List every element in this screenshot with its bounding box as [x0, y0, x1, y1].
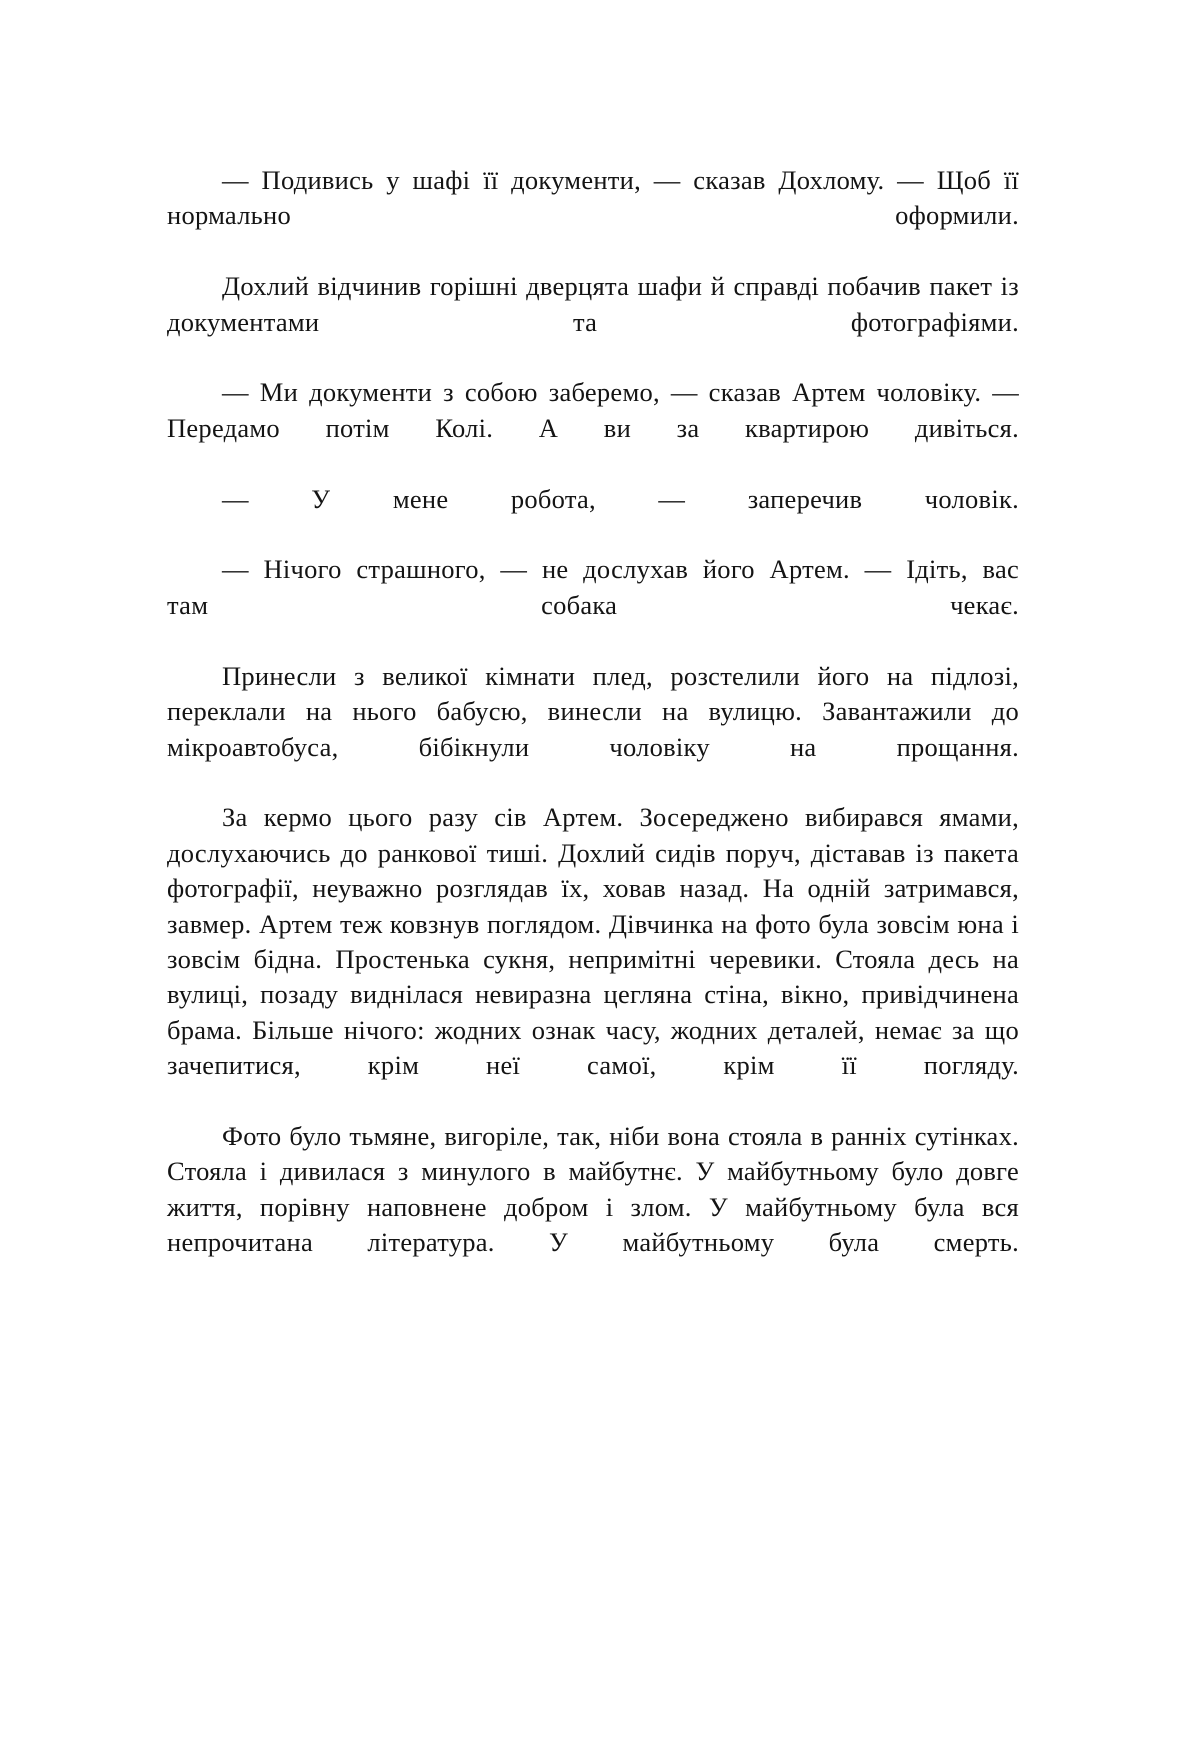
paragraph: — Подивись у шафі її документи, — сказав Дохлому. — Щоб її нормально оформили. [167, 165, 1019, 231]
paragraph: Фото було тьмяне, вигоріле, так, ніби вона стояла в ранніх сутінках. Стояла і дивилася з минулого в майбутнє. У майбутньому було довге життя, порівну наповнене добром і злом. У майбутньому була вся непрочитана література. У майбутньому була смерть. [167, 1120, 1019, 1258]
paragraph: — Ми документи з собою заберемо, — сказав Артем чоловіку. — Передамо потім Колі. А ви за квартирою дивіться. [167, 377, 1019, 443]
page-text-block [167, 163, 1019, 1296]
paragraph: За кермо цього разу сів Артем. Зосереджено вибирався ямами, дослухаючись до ранкової тиші. Дохлий сидів поруч, діставав із пакета фотографії, неуважно розглядав їх, ховав назад. На одній затримався, завмер. Артем теж ковзнув поглядом. Дівчинка на фото була зовсім юна і зовсім бідна. Простенька сукня, непримітні черевики. Стояла десь на вулиці, позаду виднілася невиразна цегляна стіна, вікно, привідчинена брама. Більше нічого: жодних ознак часу, жодних деталей, немає за що зачепитися, крім неї самої, крім її погляду. [167, 802, 1019, 1081]
paragraph: Дохлий відчинив горішні дверцята шафи й справді побачив пакет із документами та фотографіями. [167, 271, 1019, 337]
paragraph: Принесли з великої кімнати плед, розстелили його на підлозі, переклали на нього бабусю, винесли на вулицю. Завантажили до мікроавтобуса, бібікнули чоловіку на прощання. [167, 660, 1019, 762]
paragraph: — Нічого страшного, — не дослухав його Артем. — Ідіть, вас там собака чекає. [167, 554, 1019, 620]
paragraph: — У мене робота, — заперечив чоловік. [222, 483, 1019, 514]
